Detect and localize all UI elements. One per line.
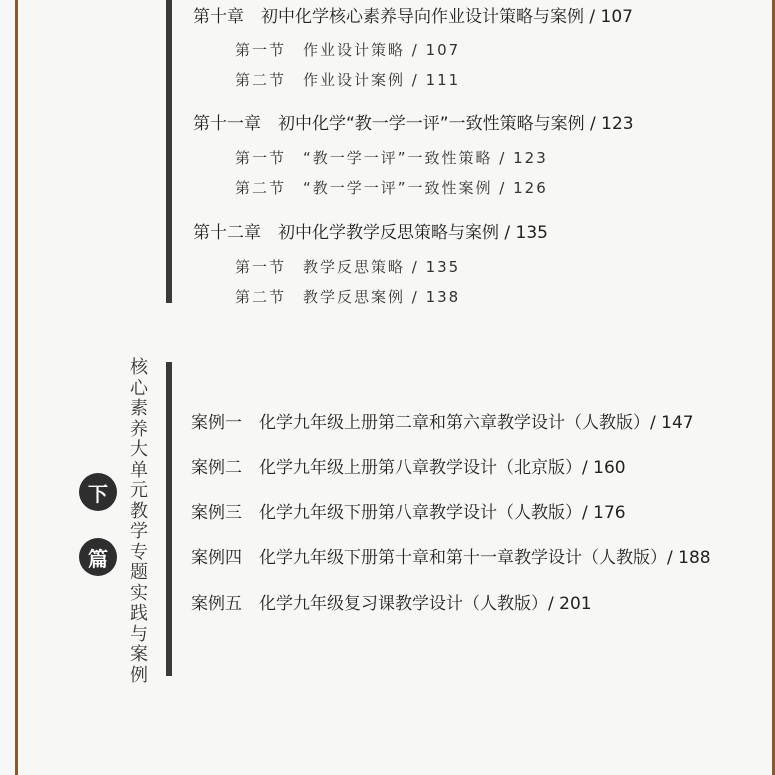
case-item: 案例二 化学九年级上册第八章教学设计（北京版）/ 160 — [191, 458, 626, 478]
chapter-title: 第十二章 初中化学教学反思策略与案例 / 135 — [193, 223, 548, 243]
part-badge-xia: 下 — [79, 473, 117, 511]
section-rule-bottom — [166, 362, 172, 676]
case-item: 案例三 化学九年级下册第八章教学设计（人教版）/ 176 — [191, 503, 626, 523]
chapter-title: 第十一章 初中化学“教一学一评”一致性策略与案例 / 123 — [193, 114, 634, 134]
section-item: 第二节 “教一学一评”一致性案例 / 126 — [235, 179, 548, 197]
section-item: 第一节 教学反思策略 / 135 — [235, 258, 461, 276]
part-badge-pian: 篇 — [79, 538, 117, 576]
part-vertical-title: 核心素养大单元教学专题实践与案例 — [130, 357, 148, 686]
case-item: 案例五 化学九年级复习课教学设计（人教版）/ 201 — [191, 594, 592, 614]
section-item: 第二节 教学反思案例 / 138 — [235, 288, 461, 306]
case-item: 案例四 化学九年级下册第十章和第十一章教学设计（人教版）/ 188 — [191, 548, 711, 568]
chapter-title: 第十章 初中化学核心素养导向作业设计策略与案例 / 107 — [193, 7, 633, 27]
page-edge-left — [15, 0, 18, 775]
section-item: 第二节 作业设计案例 / 111 — [235, 71, 461, 89]
section-rule-top — [166, 0, 172, 303]
case-item: 案例一 化学九年级上册第二章和第六章教学设计（人教版）/ 147 — [191, 413, 694, 433]
section-item: 第一节 作业设计策略 / 107 — [235, 41, 461, 59]
section-item: 第一节 “教一学一评”一致性策略 / 123 — [235, 149, 548, 167]
